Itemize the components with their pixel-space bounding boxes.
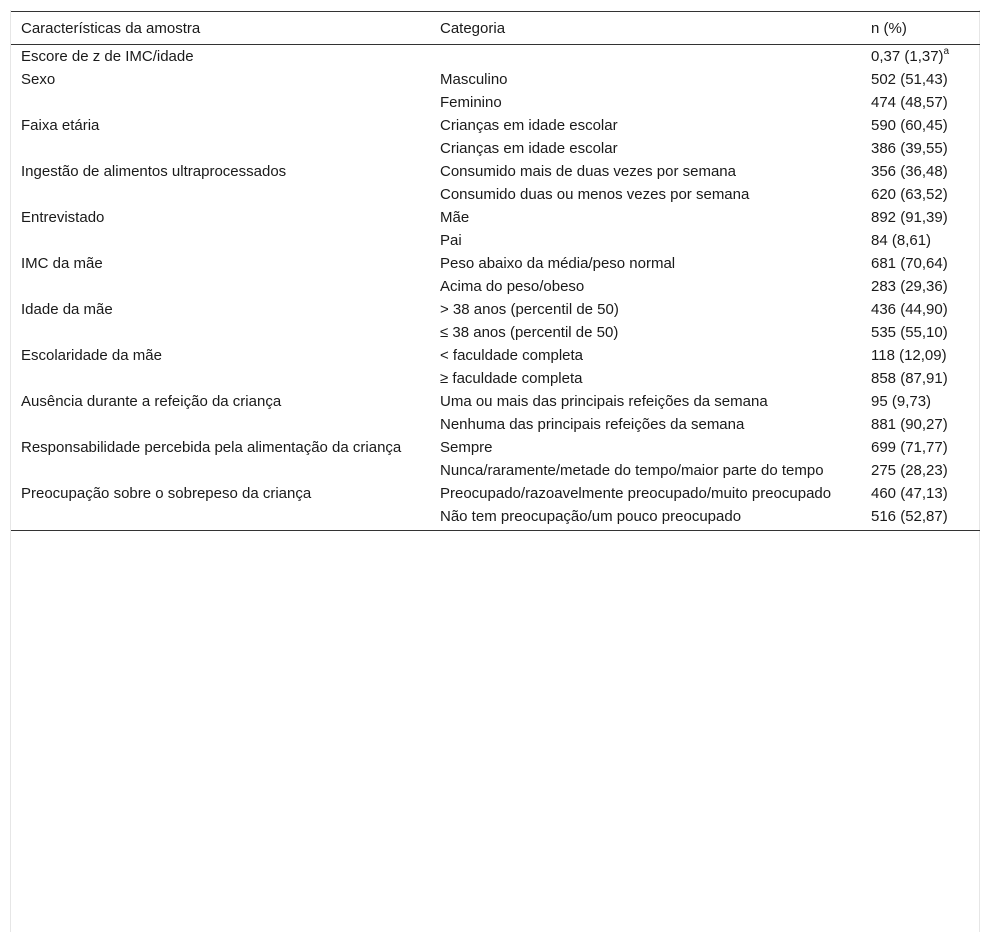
cell-category: Feminino [440,94,502,111]
cell-characteristic: Escolaridade da mãe [21,347,162,364]
table-row [11,45,980,69]
table-row [11,275,980,298]
cell-characteristic [11,505,430,531]
cell-n-percent [861,459,980,482]
n-percent-value: 590 (60,45) [871,117,948,134]
cell-characteristic: Responsabilidade percebida pela alimentação da criança [21,439,402,456]
cell-n-percent [861,321,980,344]
table-header [11,12,980,45]
table-body [11,45,980,531]
cell-n-percent [861,91,980,114]
cell-n-percent [861,229,980,252]
cell-n-percent [861,183,980,206]
sample-characteristics-table [11,11,980,531]
n-percent-value: 881 (90,27) [871,416,948,433]
cell-characteristic: IMC da mãe [21,255,103,272]
cell-n-percent [861,436,980,459]
cell-n-percent [861,252,980,275]
n-percent-value: 892 (91,39) [871,209,948,226]
n-percent-value: 283 (29,36) [871,278,948,295]
n-percent-value: 516 (52,87) [871,508,948,525]
cell-characteristic: Sexo [21,71,56,88]
table-row [11,91,980,114]
cell-characteristic: Idade da mãe [21,301,113,318]
cell-category: < faculdade completa [440,347,584,364]
cell-category: Masculino [440,71,508,88]
cell-category: Peso abaixo da média/peso normal [440,255,676,272]
table-row [11,183,980,206]
cell-characteristic [11,321,430,344]
cell-category: ≥ faculdade completa [440,370,583,387]
n-percent-value: 356 (36,48) [871,163,948,180]
cell-category: Nunca/raramente/metade do tempo/maior parte do tempo [440,462,824,479]
n-percent-value: 118 (12,09) [871,347,947,364]
cell-characteristic [11,367,430,390]
cell-n-percent [861,275,980,298]
table-row [11,367,980,390]
table-row [11,321,980,344]
n-percent-value: 620 (63,52) [871,186,948,203]
n-percent-value: 535 (55,10) [871,324,948,341]
n-percent-value: 699 (71,77) [871,439,948,456]
table-row [11,436,980,459]
n-percent-value: 275 (28,23) [871,462,948,479]
table-row [11,298,980,321]
cell-category: Sempre [440,439,493,456]
table-row [11,482,980,505]
table-row [11,229,980,252]
cell-n-percent [861,390,980,413]
table-row [11,459,980,482]
cell-category [430,45,861,69]
n-percent-value: 858 (87,91) [871,370,948,387]
cell-characteristic: Faixa etária [21,117,100,134]
table-row [11,344,980,367]
cell-category: Crianças em idade escolar [440,140,618,157]
n-percent-value: 0,37 (1,37) [871,48,944,65]
table-row [11,390,980,413]
footnote-marker: a [943,46,950,57]
cell-characteristic: Ausência durante a refeição da criança [21,393,282,410]
cell-characteristic: Ingestão de alimentos ultraprocessados [21,163,287,180]
cell-characteristic [11,413,430,436]
cell-characteristic [11,275,430,298]
cell-n-percent [861,367,980,390]
cell-category: Consumido duas ou menos vezes por semana [440,186,750,203]
cell-n-percent [861,45,980,69]
cell-characteristic: Preocupação sobre o sobrepeso da criança [21,485,312,502]
n-percent-value: 436 (44,90) [871,301,948,318]
table-row [11,160,980,183]
cell-category: Mãe [440,209,470,226]
n-percent-value: 474 (48,57) [871,94,948,111]
table-row [11,68,980,91]
cell-characteristic [11,229,430,252]
cell-category: Uma ou mais das principais refeições da semana [440,393,768,410]
cell-category: > 38 anos (percentil de 50) [440,301,619,318]
cell-characteristic [11,459,430,482]
table-row [11,413,980,436]
cell-n-percent [861,68,980,91]
header-category: Categoria [440,20,506,37]
cell-n-percent [861,137,980,160]
n-percent-value: 84 (8,61) [871,232,932,249]
table-row [11,114,980,137]
cell-n-percent [861,298,980,321]
table-row [11,252,980,275]
cell-category: Consumido mais de duas vezes por semana [440,163,736,180]
header-characteristics: Características da amostra [21,20,201,37]
table-row [11,137,980,160]
n-percent-value: 681 (70,64) [871,255,948,272]
header-row [11,12,980,45]
cell-characteristic: Entrevistado [21,209,105,226]
cell-n-percent [861,206,980,229]
cell-category: Nenhuma das principais refeições da semana [440,416,745,433]
cell-characteristic [11,183,430,206]
table-row [11,505,980,531]
n-percent-value: 460 (47,13) [871,485,948,502]
cell-category: Crianças em idade escolar [440,117,618,134]
cell-category: Preocupado/razoavelmente preocupado/muito preocupado [440,485,832,502]
cell-n-percent [861,344,980,367]
cell-category: ≤ 38 anos (percentil de 50) [440,324,619,341]
cell-category: Acima do peso/obeso [440,278,585,295]
n-percent-value: 95 (9,73) [871,393,932,410]
cell-characteristic [11,137,430,160]
cell-n-percent [861,413,980,436]
cell-characteristic: Escore de z de IMC/idade [21,48,194,65]
cell-category: Não tem preocupação/um pouco preocupado [440,508,742,525]
cell-n-percent [861,482,980,505]
table-row [11,206,980,229]
cell-category: Pai [440,232,462,249]
header-n-percent: n (%) [871,20,907,37]
n-percent-value: 386 (39,55) [871,140,948,157]
cell-n-percent [861,160,980,183]
cell-n-percent [861,505,980,531]
cell-n-percent [861,114,980,137]
n-percent-value: 502 (51,43) [871,71,948,88]
cell-characteristic [11,91,430,114]
